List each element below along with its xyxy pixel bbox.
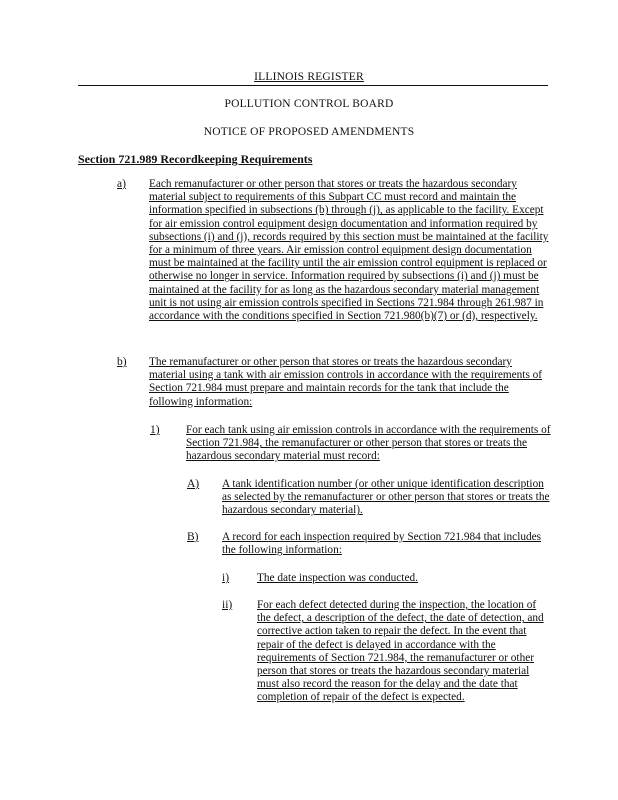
item-b1A-label: A) — [187, 478, 200, 490]
board-name: POLLUTION CONTROL BOARD — [224, 98, 394, 110]
item-b1Bii-text: For each defect detected during the inspection, the location of the defect, a description of the defect, the date of detection, and corrective action taken to repair the defect. In the event that repair of the defect is delayed in accordance with the requirements of Section 721.984, the remanufacturer or other person that stores or treats the hazardous secondary material must also record the reason for the delay and the date that completion of repair of the defect is expected. — [257, 599, 544, 704]
item-b1Bi-text: The date inspection was conducted. — [257, 572, 418, 584]
item-a-label: a) — [117, 178, 126, 190]
item-b1A-text: A tank identification number (or other unique identification description as selected by the remanufacturer or other person that stores or treats the hazardous secondary material). — [222, 478, 550, 517]
item-b-text: The remanufacturer or other person that stores or treats the hazardous secondary material using a tank with air emission controls in accordance with the requirements of Section 721.984 must prepare and maintain records for the tank that include the following information: — [149, 356, 543, 408]
item-b-label: b) — [117, 356, 127, 368]
notice-title: NOTICE OF PROPOSED AMENDMENTS — [203, 126, 415, 138]
item-b1-label: 1) — [150, 424, 160, 436]
register-header: ILLINOIS REGISTER — [254, 71, 364, 83]
item-b1-text: For each tank using air emission controls in accordance with the requirements of Section 721.984, the remanufacturer or other person that stores or treats the hazardous secondary material must record: — [186, 424, 551, 463]
item-b1Bi-label: i) — [222, 572, 230, 584]
item-a-text: Each remanufacturer or other person that stores or treats the hazardous secondary material subject to requirements of this Subpart CC must record and maintain the information specified in subsections (b) through (j), as applicable to the facility. Except for air emission control equipment design documentation and information required by subsections (i) and (j), records required by this section must be maintained at the facility for a minimum of three years. Air emission control equipment design documentation must be maintained at the facility until the air emission control equipment is replaced or otherwise no longer in service. Information required by subsections (i) and (j) must be maintained at the facility for as long as the hazardous secondary material management unit is not using air emission controls specified in Sections 721.984 through 261.987 in accordance with the conditions specified in Section 721.980(b)(7) or (d), respectively. — [149, 178, 549, 323]
item-b1B-text: A record for each inspection required by Section 721.984 that includes the following information: — [222, 531, 542, 557]
section-title: Section 721.989 Recordkeeping Requirements — [78, 152, 313, 166]
header-rule — [78, 85, 548, 86]
item-b1Bii-label: ii) — [222, 599, 233, 611]
item-b1B-label: B) — [187, 531, 199, 543]
